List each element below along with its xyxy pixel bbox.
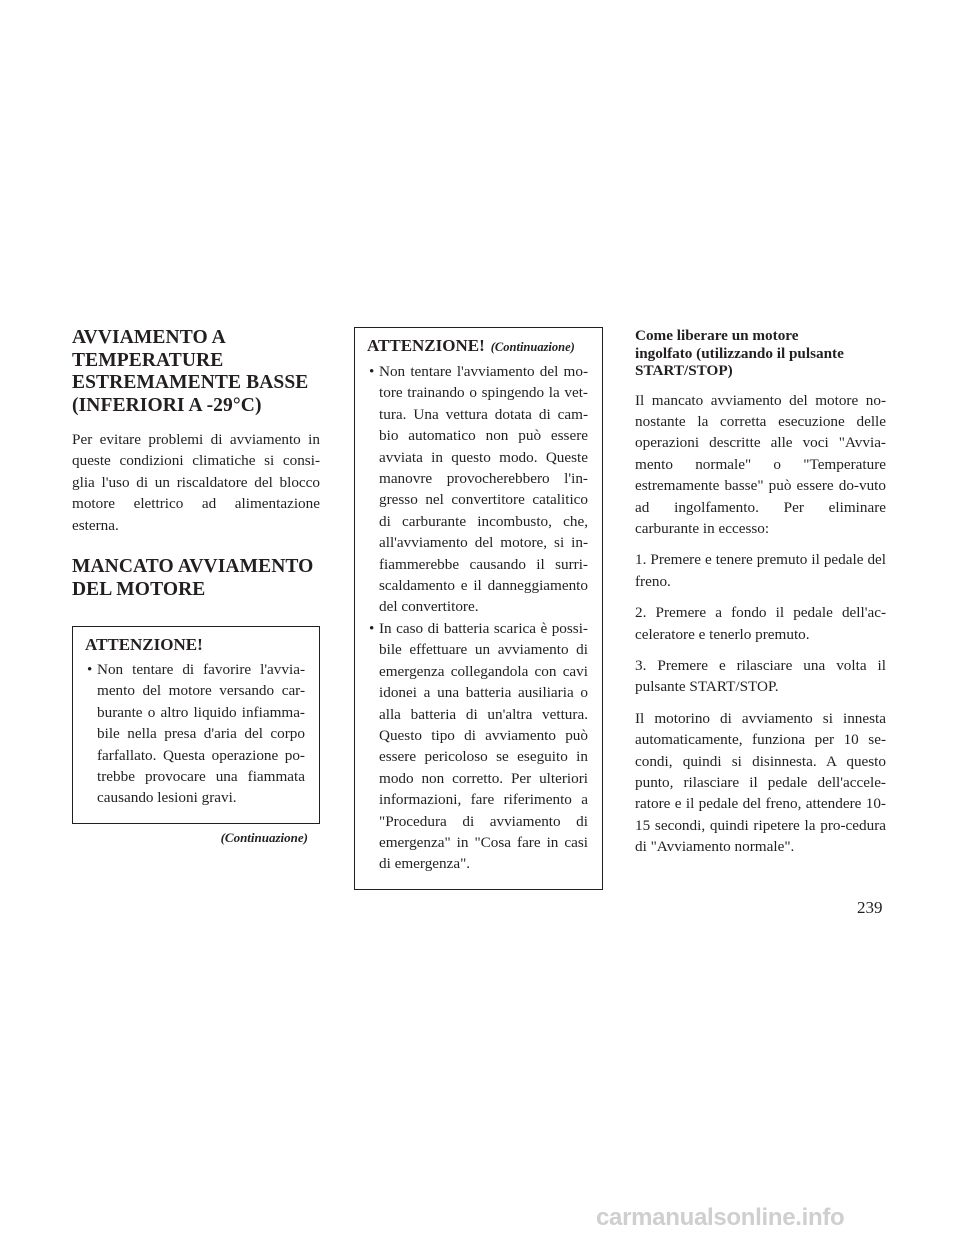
warning-title: ATTENZIONE! [85, 635, 203, 655]
warning-list [85, 659, 305, 809]
flooded-engine-closing: Il motorino di avviamento si innesta automaticamente, funziona per 10 se-condi, quindi si disinnesta. A questo punto, rilasciare il pedale dell'accele-ratore e il pedale del freno, attendere 10-15 secondi, quindi ripetere la pro-cedura di "Avviamento normale". [635, 709, 886, 856]
watermark: carmanualsonline.info [596, 1204, 845, 1231]
column-left [72, 327, 320, 846]
section-title-engine-fails: MANCATO AVVIAMENTO DEL MOTORE [72, 556, 314, 600]
continued-note: (Continuazione) [220, 829, 308, 845]
warning-bullet: • In caso di batteria scarica è possi-bile effettuare un avviamento di emergenza collegandola con cavi idonei a una batteria ausiliaria o alla batteria di un'altra vettura. Questo tipo di avviamento può essere pericoloso se eseguito in modo non corretto. Per ulteriori informazioni, fare riferimento a "Procedura di avviamento di emergenza" in "Cosa fare in casi di emergenza". [369, 619, 588, 873]
step-item: 1. Premere e tenere premuto il pedale del freno. [635, 551, 886, 590]
warning-box [72, 626, 320, 824]
section-title-cold-start: AVVIAMENTO A TEMPERATURE ESTREMAMENTE BASSE (INFERIORI A -29°C) [72, 327, 309, 416]
step-item: 2. Premere a fondo il pedale dell'ac-celeratore e tenerlo premuto. [635, 604, 886, 643]
warning-continued-label: (Continuazione) [490, 340, 575, 354]
column-middle [354, 327, 603, 890]
warning-list [367, 361, 588, 875]
flooded-engine-intro: Il mancato avviamento del motore no-nostante la corretta esecuzione delle operazioni descritte alle voci "Avvia-mento normale" o "Temperature estremamente basse" può essere do-vuto ad ingolfamento. Per eliminare carburante in eccesso: [635, 391, 886, 537]
flooded-engine-subhead: Come liberare un motore ingolfato (utilizzando il pulsante START/STOP) [635, 327, 844, 379]
column-right [635, 327, 886, 858]
page-number: 239 [857, 898, 883, 917]
warning-bullet: • Non tentare di favorire l'avvia-mento del motore versando car-burante o altro liquido infiamma-bile nella presa d'aria del corpo farfallato. Questa operazione po-trebbe provocare una fiammata causando lesioni gravi. [87, 661, 305, 807]
step-item: 3. Premere e rilasciare una volta il pulsante START/STOP. [635, 656, 886, 696]
warning-box-continued [354, 327, 603, 890]
cold-start-paragraph: Per evitare problemi di avviamento in queste condizioni climatiche si consi-glia l'uso di un riscaldatore del blocco motore elettrico ad alimentazione esterna. [72, 431, 320, 534]
warning-bullet: • Non tentare l'avviamento del mo-tore trainando o spingendo la vet-tura. Una vettura dotata di cam-bio automatico non può essere avviata in questo modo. Queste manovre provocherebbero l'in-gresso nel convertitore catalitico di carburante incombusto, che, all'avviamento del motore, si in-fiammerebbe causando il surri-scaldamento e il danneggiamento del convertitore. [369, 363, 588, 616]
warning-title: ATTENZIONE! (Continuazione) [367, 336, 575, 355]
